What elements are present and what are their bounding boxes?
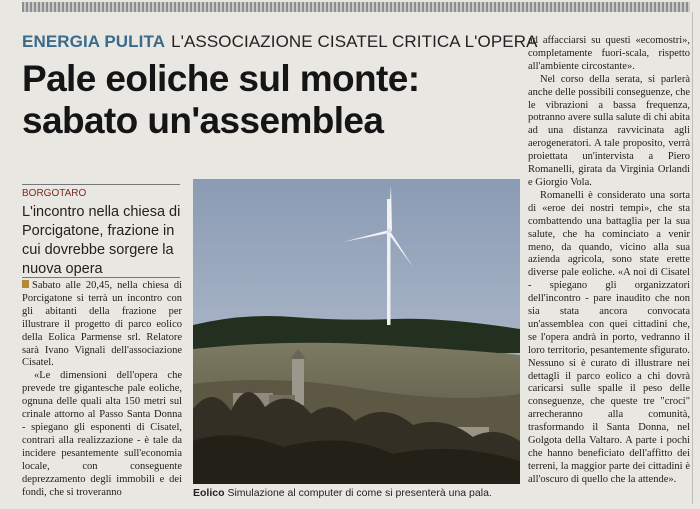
kicker (22, 32, 538, 52)
page-edge-rule (692, 12, 693, 504)
paragraph-5: Romanelli è considerato una sorta di «eroe dei nostri tempi», che sta combattendo una battaglia per la sua salute, che ha cominciato a venir meno, da quando, vicino alla sua azienda agricola, sono state erette diverse pale eoliche. «A noi di Cisatel - spiegano gli organizzatori dell'incontro - pare inaudito che non sia stata ancora convocata un'assemblea con quei cittadini che, se l'opera andrà in porto, vedranno il loro territorio, pesantemente sfigurato. Nessuno si è curato di illustrare nei dettagli il parco eolico a chi dovrà caricarsi sulle spalle il peso delle conseguenze, che queste tre "croci" arrecheranno alla comunità, trasformando il Santa Donna, nel Golgota della Valtaro. A parte i pochi che hanno beneficiato dell'affitto dei terreni, la maggior parte dei cittadini è all'oscuro di quello che la attende». (528, 189, 690, 485)
paragraph-marker-icon (22, 280, 29, 288)
paragraph-1 (22, 280, 182, 370)
section-label: BORGOTARO (22, 184, 180, 199)
photo-caption (193, 487, 523, 499)
caption-lead: Eolico (193, 487, 225, 499)
paragraph-2: «Le dimensioni dell'opera che prevede tre gigantesche pale eoliche, ognuna delle quali alta 150 metri sul crinale attorno al Passo Santa Donna - spiegano gli esponenti di Cisatel, contrari alla realizzazione - è tale da incidere pesantemente sull'economia locale, con conseguente deprezzamento degli immobili e dei fondi, che si troveranno (22, 370, 182, 498)
article-column-1 (22, 280, 182, 499)
headline-line-2: sabato un'assemblea (22, 100, 384, 141)
headline-line-1: Pale eoliche sul monte: (22, 58, 420, 99)
kicker-text: L'ASSOCIAZIONE CISATEL CRITICA L'OPERA (171, 32, 538, 51)
paragraph-3: ad affacciarsi su questi «ecomostri», completamente fuori-scala, rispetto all'ambiente circostante». (528, 35, 690, 72)
top-decorative-band (22, 2, 690, 12)
paragraph-4: Nel corso della serata, si parlerà anche delle possibili conseguenze, che le vibrazioni a bassa frequenza, potranno avere sulla salute di chi abita ad una distanza ravvicinata agli aerogeneratori. A tale proposito, verrà proiettata un'intervista a Piero Romanelli, girata da Virginia Orlandi e Giorgio Vola. (528, 73, 690, 188)
paragraph-1-text: Sabato alle 20,45, nella chiesa di Porcigatone si terrà un incontro con gli abitanti della frazione per illustrare il progetto di parco eolico della Eolica Parmense srl. Relatore sarà Ivano Vignali dell'associazione Cisatel. (22, 280, 182, 369)
article-column-2 (528, 35, 690, 487)
subheadline: L'incontro nella chiesa di Porcigatone, frazione in cui dovrebbe sorgere la nuova opera (22, 204, 181, 277)
kicker-tag: ENERGIA PULITA (22, 32, 166, 51)
news-photo (193, 179, 520, 484)
caption-text: Simulazione al computer di come si presenterà una pala. (227, 487, 492, 499)
subhead-divider (22, 277, 180, 278)
headline (22, 58, 522, 142)
